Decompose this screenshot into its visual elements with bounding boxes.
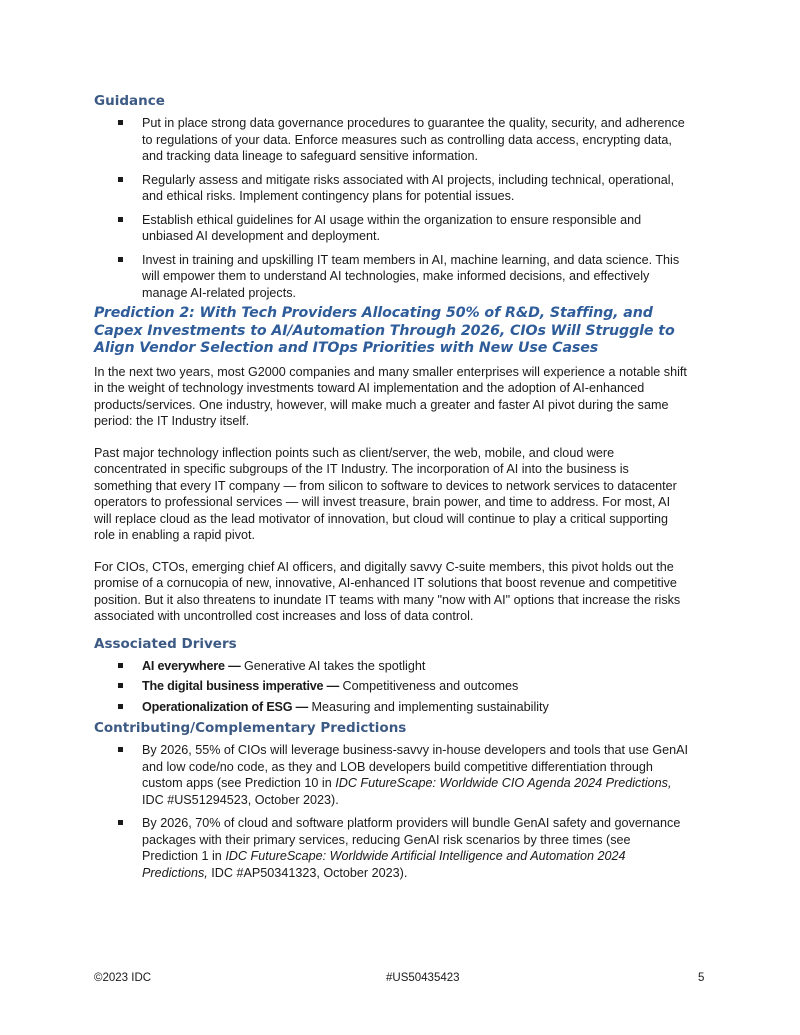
- list-item: [94, 678, 689, 695]
- driver-description: Competitiveness and outcomes: [339, 679, 519, 693]
- contributing-text: By 2026, 70% of cloud and software platform providers will bundle GenAI safety and governance packages with their primary services, reducing GenAI risk scenarios by three times (see Prediction 1 in: [142, 816, 681, 863]
- prediction-title: Prediction 2: With Tech Providers Allocating 50% of R&D, Staffing, and Capex Investments to AI/Automation Through 2026, CIOs Will Struggle to Align Vendor Selection and ITOps Priorities with New Use Cases: [94, 305, 675, 356]
- driver-description: Generative AI takes the spotlight: [240, 658, 426, 673]
- drivers-heading: Associated Drivers: [94, 635, 237, 652]
- list-item: [94, 699, 689, 716]
- document-page: [94, 92, 689, 888]
- footer-copyright: ©2023 IDC: [94, 972, 152, 984]
- list-item: [94, 212, 689, 245]
- driver-name: AI everywhere —: [142, 658, 241, 673]
- contributing-list: [94, 742, 689, 881]
- contributing-text: IDC #US51294523, October 2023).: [142, 792, 339, 807]
- footer-doc-id: #US50435423: [386, 972, 460, 984]
- guidance-item-text: Regularly assess and mitigate risks associated with AI projects, including technical, operational, and ethical risks. Implement contingency plans for potential issues.: [142, 172, 675, 203]
- bullet-square-icon: [118, 683, 123, 688]
- driver-name: The digital business imperative —: [142, 679, 340, 693]
- prediction-paragraph: In the next two years, most G2000 companies and many smaller enterprises will experience a notable shift in the weight of technology investments toward AI implementation and the adoption of AI-enhanced products/services. One industry, however, will make much a greater and faster AI pivot during the same period: the IT Industry itself.: [94, 364, 687, 428]
- drivers-list: [94, 658, 689, 716]
- list-item: [94, 252, 689, 302]
- prediction-paragraph: For CIOs, CTOs, emerging chief AI officers, and digitally savvy C-suite members, this pivot holds out the promise of a cornucopia of new, innovative, AI-enhanced IT solutions that boost revenue and competitive position. But it also threatens to inundate IT teams with many "now with AI" options that increase the risks associated with uncontrolled cost increases and loss of data control.: [94, 559, 681, 623]
- bullet-square-icon: [118, 217, 123, 222]
- list-item: [94, 658, 689, 675]
- bullet-square-icon: [118, 257, 123, 262]
- guidance-heading: Guidance: [94, 93, 165, 109]
- guidance-item-text: Invest in training and upskilling IT team members in AI, machine learning, and data science. This will empower them to understand AI technologies, make informed decisions, and effectively manage AI-related projects.: [142, 252, 680, 300]
- guidance-list: [94, 115, 689, 301]
- driver-description: Measuring and implementing sustainability: [308, 699, 549, 714]
- list-item: [94, 115, 689, 165]
- footer-page-number: 5: [698, 972, 705, 984]
- bullet-square-icon: [118, 704, 123, 709]
- list-item: [94, 172, 689, 205]
- guidance-item-text: Establish ethical guidelines for AI usage within the organization to ensure responsible and unbiased AI development and deployment.: [142, 212, 642, 243]
- bullet-square-icon: [118, 120, 123, 125]
- report-title: IDC FutureScape: Worldwide CIO Agenda 2024 Predictions,: [335, 776, 672, 790]
- report-title: IDC FutureScape: Worldwide Artificial Intelligence and Automation 2024 Predictions,: [142, 849, 626, 880]
- bullet-square-icon: [118, 663, 123, 668]
- contributing-text: IDC #AP50341323, October 2023).: [207, 865, 408, 880]
- prediction-paragraph: Past major technology inflection points such as client/server, the web, mobile, and cloud were concentrated in specific subgroups of the IT Industry. The incorporation of AI into the business is something that every IT company — from silicon to software to devices to network services to datacenter operators to professional services — will invest treasure, brain power, and time to address. For most, AI will replace cloud as the lead motivator of innovation, but cloud will continue to play a critical supporting role in enabling a rapid pivot.: [94, 445, 677, 542]
- bullet-square-icon: [118, 820, 123, 825]
- driver-name: Operationalization of ESG —: [142, 699, 309, 714]
- bullet-square-icon: [118, 747, 123, 752]
- contributing-text: By 2026, 55% of CIOs will leverage business-savvy in-house developers and tools that use GenAI and low code/no code, as they and LOB developers build competitive differentiation through custom apps (see Prediction 10 in: [142, 743, 689, 790]
- list-item: [94, 742, 689, 808]
- guidance-item-text: Put in place strong data governance procedures to guarantee the quality, security, and adherence to regulations of your data. Enforce measures such as controlling data access, encrypting data, and tracking data lineage to safeguard sensitive information.: [142, 116, 685, 163]
- list-item: [94, 815, 689, 881]
- bullet-square-icon: [118, 177, 123, 182]
- contributing-heading: Contributing/Complementary Predictions: [94, 720, 407, 736]
